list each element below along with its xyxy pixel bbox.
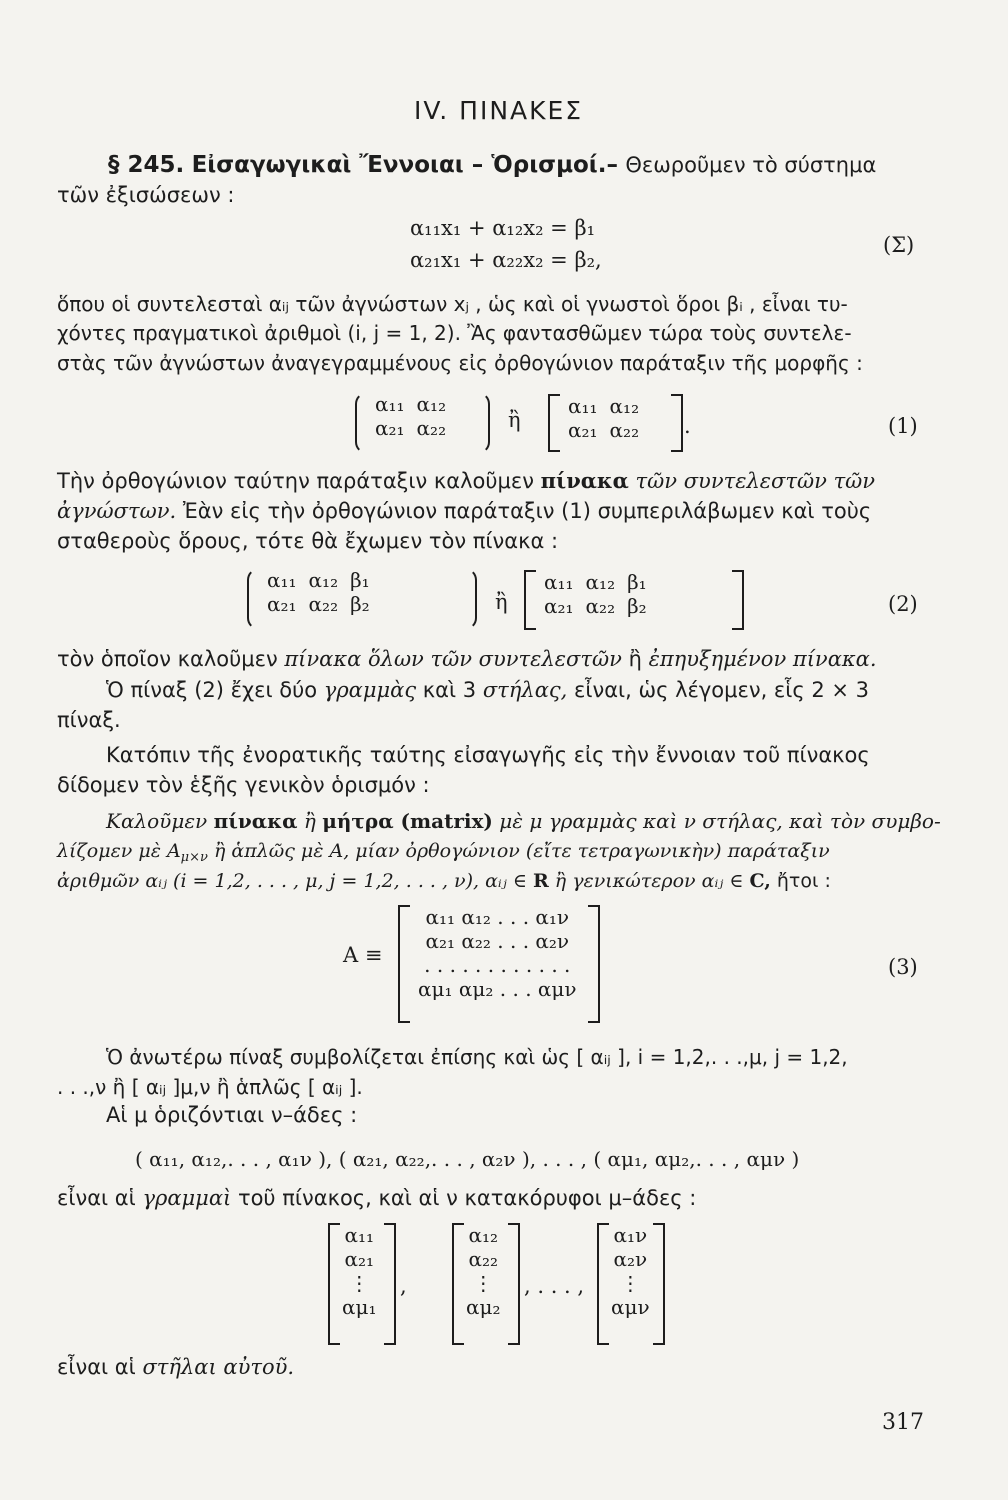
text-line: πίναξ. bbox=[57, 708, 121, 732]
chapter-title: IV. ΠΙΝΑΚΕΣ bbox=[414, 96, 584, 125]
matrix1-label: (1) bbox=[888, 414, 918, 438]
matrix2-or: ἢ bbox=[495, 590, 508, 614]
column-sep: , . . . , bbox=[524, 1274, 585, 1298]
text-line: εἶναι αἱ γραμμαὶ τοῦ πίνακος, καὶ αἱ ν κατακόρυφοι μ–άδες : bbox=[57, 1186, 697, 1210]
matrix3-label: (3) bbox=[888, 955, 918, 979]
text-line: Κατόπιν τῆς ἐνορατικῆς ταύτης εἰσαγωγῆς εἰς τὴν ἔννοιαν τοῦ πίνακος bbox=[106, 743, 870, 767]
text-line: . . .,ν ἢ [ αᵢⱼ ]μ,ν ἢ ἁπλῶς [ αᵢⱼ ]. bbox=[57, 1075, 363, 1099]
matrix1-paren: α₁₁ α₁₂ α₂₁ α₂₂ bbox=[355, 392, 490, 454]
section-intro: Θεωροῦμεν τὸ σύστημα bbox=[625, 153, 877, 177]
system-eq2: α₂₁x₁ + α₂₂x₂ = β₂, bbox=[410, 248, 602, 272]
column-vector-2: α₁₂ α₂₂ ⋮ αμ₂ bbox=[452, 1223, 520, 1345]
matrix1-bracket: α₁₁ α₁₂ α₂₁ α₂₂ bbox=[548, 394, 683, 452]
text-line: ἀριθμῶν αᵢⱼ (i = 1,2, . . . , μ, j = 1,2, . . . , ν), αᵢⱼ ∈ R ἢ γενικώτερον αᵢⱼ ∈ C, ἤτοι : bbox=[57, 870, 831, 892]
column-sep: , bbox=[400, 1274, 407, 1298]
text-line: δίδομεν τὸν ἑξῆς γενικὸν ὁρισμόν : bbox=[57, 773, 430, 797]
matrix3-lhs: A ≡ bbox=[343, 943, 383, 967]
text-line: λίζομεν μὲ $A_{\mu\times\nu}$ ἢ ἁπλῶς μὲ A, μίαν ὀρθογώνιον (εἴτε τετραγωνικὴν) παράταξιν bbox=[57, 840, 830, 865]
matrix1-or: ἢ bbox=[508, 408, 521, 432]
text-line: Καλοῦμεν πίνακα ἢ μήτρα (matrix) μὲ μ γραμμὰς καὶ ν στήλας, καὶ τὸν συμβο- bbox=[106, 809, 941, 833]
text-line: Αἱ μ ὁριζόντιαι ν–άδες : bbox=[106, 1103, 358, 1127]
matrix1-dot: . bbox=[684, 414, 691, 438]
row-tuples: ( α₁₁, α₁₂,. . . , α₁ν ), ( α₂₁, α₂₂,. . . , α₂ν ), . . . , ( αμ₁, αμ₂,. . . , αμν ) bbox=[135, 1147, 800, 1171]
system-label: (Σ) bbox=[883, 233, 915, 257]
text-line: τῶν ἐξισώσεων : bbox=[57, 183, 235, 207]
matrix3-bracket: α₁₁ α₁₂ . . . α₁ν α₂₁ α₂₂ . . . α₂ν . . . . . . . . . . . . αμ₁ αμ₂ . . . αμν bbox=[398, 905, 600, 1023]
text-line: Ὁ ἀνωτέρω πίναξ συμβολίζεται ἐπίσης καὶ ὡς [ αᵢⱼ ], i = 1,2,. . .,μ, j = 1,2, bbox=[106, 1045, 848, 1069]
text-line: τὸν ὁποῖον καλοῦμεν πίνακα ὅλων τῶν συντελεστῶν ἢ ἐπηυξημένον πίνακα. bbox=[57, 647, 877, 671]
text-line: Τὴν ὀρθογώνιον ταύτην παράταξιν καλοῦμεν πίνακα τῶν συντελεστῶν τῶν bbox=[57, 468, 876, 493]
section-number: § 245. bbox=[108, 152, 185, 178]
column-vector-1: α₁₁ α₂₁ ⋮ αμ₁ bbox=[328, 1223, 396, 1345]
matrix2-paren: α₁₁ α₁₂ β₁ α₂₁ α₂₂ β₂ bbox=[247, 568, 477, 630]
text-line: εἶναι αἱ στῆλαι αὐτοῦ. bbox=[57, 1355, 295, 1379]
column-vector-3: α₁ν α₂ν ⋮ αμν bbox=[597, 1223, 665, 1345]
matrix2-label: (2) bbox=[888, 592, 918, 616]
section-heading bbox=[108, 152, 876, 178]
text-line: ὅπου οἱ συντελεσταὶ αᵢⱼ τῶν ἀγνώστων xⱼ , ὡς καὶ οἱ γνωστοὶ ὅροι βᵢ , εἶναι τυ- bbox=[57, 292, 848, 316]
section-title: Εἰσαγωγικαὶ Ἔννοιαι – Ὁρισμοί.– bbox=[191, 152, 618, 178]
text-line: Ὁ πίναξ (2) ἔχει δύο γραμμὰς καὶ 3 στήλας, εἶναι, ὡς λέγομεν, εἷς 2 × 3 bbox=[106, 678, 870, 702]
text-line: στὰς τῶν ἀγνώστων ἀναγεγραμμένους εἰς ὀρθογώνιον παράταξιν τῆς μορφῆς : bbox=[57, 351, 863, 375]
page-number: 317 bbox=[882, 1410, 924, 1435]
matrix2-bracket: α₁₁ α₁₂ β₁ α₂₁ α₂₂ β₂ bbox=[524, 570, 744, 630]
text-line: σταθεροὺς ὅρους, τότε θὰ ἔχωμεν τὸν πίνακα : bbox=[57, 529, 559, 553]
text-line: ἀγνώστων. Ἐὰν εἰς τὴν ὀρθογώνιον παράταξιν (1) συμπεριλάβωμεν καὶ τοὺς bbox=[57, 499, 872, 523]
text-line: χόντες πραγματικοὶ ἀριθμοὶ (i, j = 1, 2). Ἂς φαντασθῶμεν τώρα τοὺς συντελε- bbox=[57, 321, 852, 345]
system-eq1: α₁₁x₁ + α₁₂x₂ = β₁ bbox=[410, 216, 596, 240]
